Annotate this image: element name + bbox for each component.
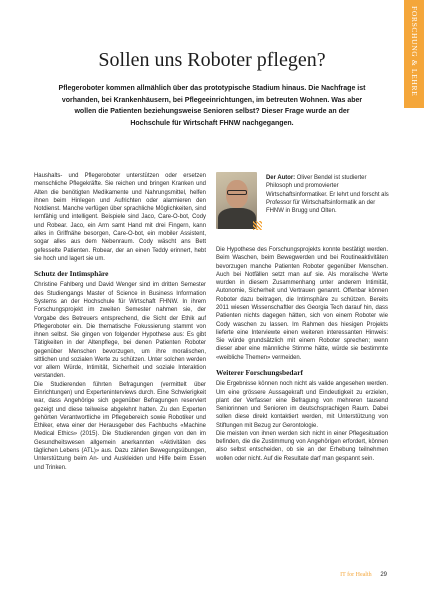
photo-shoulders <box>218 208 256 229</box>
article-title: Sollen uns Roboter pflegen? <box>98 49 326 71</box>
section-heading: Weiterer Forschungsbedarf <box>216 367 303 377</box>
page-footer <box>340 572 387 578</box>
section-heading: Schutz der Intimsphäre <box>34 269 109 279</box>
paragraph: Die Ergebnisse können noch nicht als valide angesehen werden. Um eine grössere Aussagekraft und Eindeutigkeit zu erzielen, plant der Verfasser eine Befragung von mehreren tausend Seniorinnen und Senioren im deutschsprachigen Raum. Dabei sollen diese direkt kontaktiert werden, mit Unterstützung von Stiftungen mit Bezug zur Gerontologie. <box>216 381 388 429</box>
right-column <box>216 246 388 463</box>
author-bio <box>266 174 390 215</box>
paragraph: Christine Fahlberg und David Wenger sind im dritten Semester des Studiengangs Master of Science in Business Information Systems an der Hochschule für Wirtschaft FHNW. In ihrem Forschungsprojekt im zweiten Semester nahmen sie, der Vorgabe des Betreuers entsprechend, die Sicht der Ethik auf Pflegeroboter ein. Die thematische Fokussierung stammt von ihnen selbst. Sie gingen von folgender Hypothese aus: Es gibt Tätigkeiten in der Altenpflege, bei denen Patienten Roboter gegenüber Menschen bevorzugen, um ihre moralischen, sittlichen und sozialen Werte zu schützen. Unter solchen werden vor allem Würde, Intimität, Sicherheit und soziale Interaktion verstanden. <box>34 282 206 380</box>
photo-corner-stripes <box>253 221 262 230</box>
author-photo <box>216 172 257 229</box>
paragraph: Die meisten von ihnen werden sich nicht in einer Pflegesituation befinden, die die Zustimmung von Angehörigen erfordert, können also selbst entscheiden, ob sie an der Erhebung teilnehmen wollen oder nicht. Auf die Resultate darf man gespannt sein. <box>216 430 388 462</box>
article-lead: Pflegeroboter kommen allmählich über das prototypische Stadium hinaus. Die Nachfrage ist vorhanden, bei Krankenhäusern, bei Pflegeeinrichtungen, im betreuten Wohnen. Was aber wollen die Patienten beziehungsweise Senioren selbst? Dieser Frage wurde an der Hochschule für Wirtschaft FHNW nachgegangen. <box>58 85 366 127</box>
page-number: 29 <box>380 572 387 578</box>
magazine-name: IT for Health <box>340 572 372 578</box>
author-text: Oliver Bendel ist studierter Philosoph und promovierter Wirtschaftsinformatiker. Er lehrt und forscht als Professor für Wirtschaftsinformatik an der FHNW in Brugg und Olten. <box>266 175 389 215</box>
left-column <box>34 172 206 472</box>
author-box <box>216 172 392 238</box>
paragraph: Haushalts- und Pflegeroboter unterstützen oder ersetzen menschliche Pflegekräfte. Sie reichen und bringen Kranken und Alten die benötigten Medikamente und Nahrungsmittel, helfen ihnen beim Hinlegen und Aufrichten oder alarmieren den Notdienst. Manche verfügen über sprachliche Möglichkeiten, sind lernfähig und intelligent. Beispiele sind Jaco, Care-O-bot, Cody und Robear. Jaco, ein Arm samt Hand mit drei Fingern, kann alles in Griffnähe besorgen, Care-O-bot, ein mobiler Assistent, sogar alles aus dem Nebenraum. Cody wäscht ans Bett gefesselte Patienten. Robear, der an einen Teddy erinnert, hebt sie hoch und lagert sie um. <box>34 173 206 262</box>
photo-glasses <box>227 190 247 195</box>
section-label: FORSCHUNG & LEHRE <box>410 6 419 97</box>
author-label: Der Autor: <box>266 175 296 181</box>
paragraph: Die Hypothese des Forschungsprojekts konnte bestätigt werden. Beim Waschen, beim Bewegwerden und bei Routineaktivitäten bevorzugen manche Patienten Roboter gegenüber Menschen. Auch bei Notfällen setzt man auf sie. Als moralische Werte wurden in diesem Zusammenhang unter anderem Intimität, Autonomie, Sicherheit und Vertrauen genannt. Offenbar können Roboter dazu beitragen, die Intimsphäre zu schützen. Bereits 2011 wiesen Wissenschaftler des Georgia Tech darauf hin, dass Patienten nichts dagegen hätten, sich von einem Roboter wie Cody waschen zu lassen. Im Rahmen des hiesigen Projekts lieferte eine Interviewte einen weiteren interessanten Hinweis: Sie würde grundsätzlich mit einem Roboter sprechen; wenn dieser aber eine männliche Stimme hätte, würde sie bestimmte «weibliche Themen» vermeiden. <box>216 247 388 361</box>
paragraph: Die Studierenden führten Befragungen (vermittelt über Einrichtungen) und Experteninterviews durch. Eine Schwierigkeit war, dass Angehörige sich gegenüber Befragungen reserviert gezeigt und diese teilweise abgelehnt hatten. Zu den Experten gehörten Verantwortliche im Pflegebereich sowie Robotiker und Ethiker, etwa einer der Herausgeber des Fachbuchs «Machine Medical Ethics» (2015). Die Studierenden gingen von den im Gesundheitswesen allgemein anerkannten «Aktivitäten des täglichen Lebens (ATL)» aus. Dazu zählen Bewegungsübungen, Unterstützung beim An- und Auskleiden und Hilfe beim Essen und Trinken. <box>34 381 206 471</box>
